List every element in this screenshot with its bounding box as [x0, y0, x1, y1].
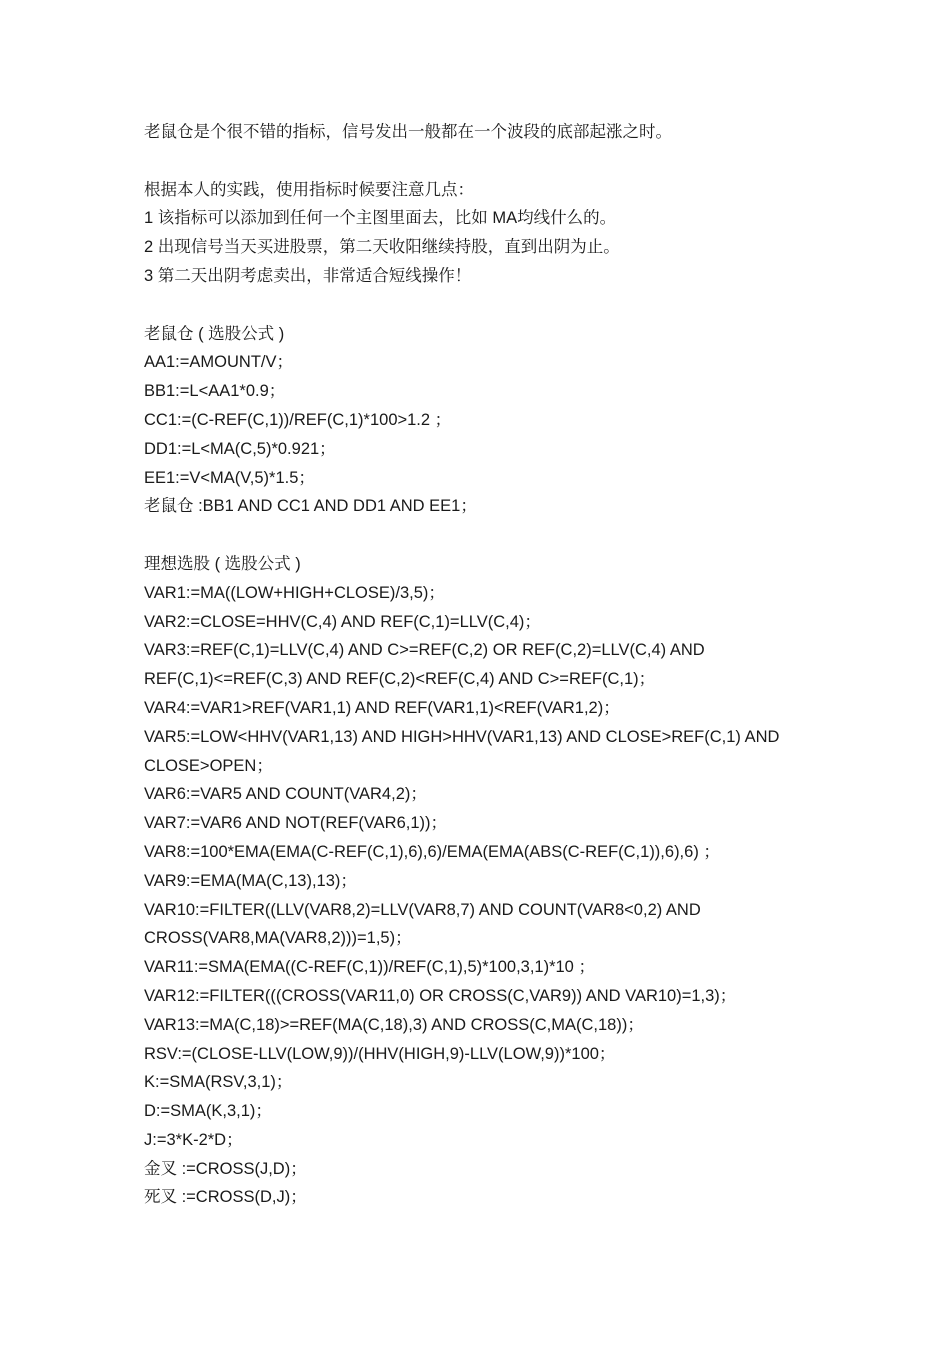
document-body	[144, 118, 844, 1212]
formula2-line: VAR3:=REF(C,1)=LLV(C,4) AND C>=REF(C,2) OR REF(C,2)=LLV(C,4) AND	[144, 641, 705, 660]
formula2-line: K:=SMA(RSV,3,1)；	[144, 1073, 293, 1092]
formula2-line: VAR7:=VAR6 AND NOT(REF(VAR6,1))；	[144, 814, 448, 833]
formula2-line: J:=3*K-2*D；	[144, 1130, 243, 1149]
formula2-line: VAR2:=CLOSE=HHV(C,4) AND REF(C,1)=LLV(C,4)；	[144, 612, 541, 631]
formula1-line: DD1:=L<MA(C,5)*0.921；	[144, 439, 336, 458]
formula1-line: BB1:=L<AA1*0.9；	[144, 382, 286, 401]
formula2-line: CROSS(VAR8,MA(VAR8,2)))=1,5)；	[144, 929, 412, 948]
note-item: 2 出现信号当天买进股票，第二天收阳继续持股，直到出阴为止。	[144, 238, 620, 257]
notes-heading: 根据本人的实践，使用指标时候要注意几点：	[144, 180, 474, 199]
formula2-line: RSV:=(CLOSE-LLV(LOW,9))/(HHV(HIGH,9)-LLV(LOW,9))*100；	[144, 1044, 616, 1063]
formula2-line: VAR9:=EMA(MA(C,13),13)；	[144, 871, 357, 890]
formula2-line: 死叉 :=CROSS(D,J)；	[144, 1188, 307, 1207]
formula2-line: 金叉 :=CROSS(J,D)；	[144, 1159, 307, 1178]
formula2-line: VAR12:=FILTER(((CROSS(VAR11,0) OR CROSS(C,VAR9)) AND VAR10)=1,3)；	[144, 986, 737, 1005]
formula1-title: 老鼠仓 ( 选股公式 )	[144, 324, 285, 343]
formula2-line: VAR10:=FILTER((LLV(VAR8,2)=LLV(VAR8,7) AND COUNT(VAR8<0,2) AND	[144, 900, 701, 919]
formula2-line: VAR4:=VAR1>REF(VAR1,1) AND REF(VAR1,1)<REF(VAR1,2)；	[144, 698, 620, 717]
formula2-line: VAR8:=100*EMA(EMA(C-REF(C,1),6),6)/EMA(EMA(ABS(C-REF(C,1)),6),6) ；	[144, 842, 720, 861]
formula2-line: VAR6:=VAR5 AND COUNT(VAR4,2)；	[144, 785, 427, 804]
note-item: 1 该指标可以添加到任何一个主图里面去，比如 MA均线什么的。	[144, 209, 617, 228]
formula2-title: 理想选股 ( 选股公式 )	[144, 554, 301, 573]
formula1-line: AA1:=AMOUNT/V；	[144, 353, 293, 372]
formula2-line: VAR5:=LOW<HHV(VAR1,13) AND HIGH>HHV(VAR1,13) AND CLOSE>REF(C,1) AND	[144, 727, 780, 746]
blank-line	[144, 291, 844, 320]
formula2-line: VAR11:=SMA(EMA((C-REF(C,1))/REF(C,1),5)*100,3,1)*10 ；	[144, 958, 595, 977]
formula2-line: VAR1:=MA((LOW+HIGH+CLOSE)/3,5)；	[144, 583, 445, 602]
blank-line	[144, 521, 844, 550]
formula1-line: CC1:=(C-REF(C,1))/REF(C,1)*100>1.2 ；	[144, 410, 452, 429]
formula1-line: EE1:=V<MA(V,5)*1.5；	[144, 468, 315, 487]
formula2-line: D:=SMA(K,3,1)；	[144, 1102, 272, 1121]
formula1-line: 老鼠仓 :BB1 AND CC1 AND DD1 AND EE1；	[144, 497, 477, 516]
intro-paragraph: 老鼠仓是个很不错的指标，信号发出一般都在一个波段的底部起涨之时。	[144, 123, 672, 141]
formula2-line: CLOSE>OPEN；	[144, 756, 273, 775]
formula2-line: VAR13:=MA(C,18)>=REF(MA(C,18),3) AND CROSS(C,MA(C,18))；	[144, 1015, 644, 1034]
formula2-line: REF(C,1)<=REF(C,3) AND REF(C,2)<REF(C,4) AND C>=REF(C,1)；	[144, 670, 656, 689]
note-item: 3 第二天出阴考虑卖出，非常适合短线操作！	[144, 266, 472, 285]
blank-line	[144, 147, 844, 176]
